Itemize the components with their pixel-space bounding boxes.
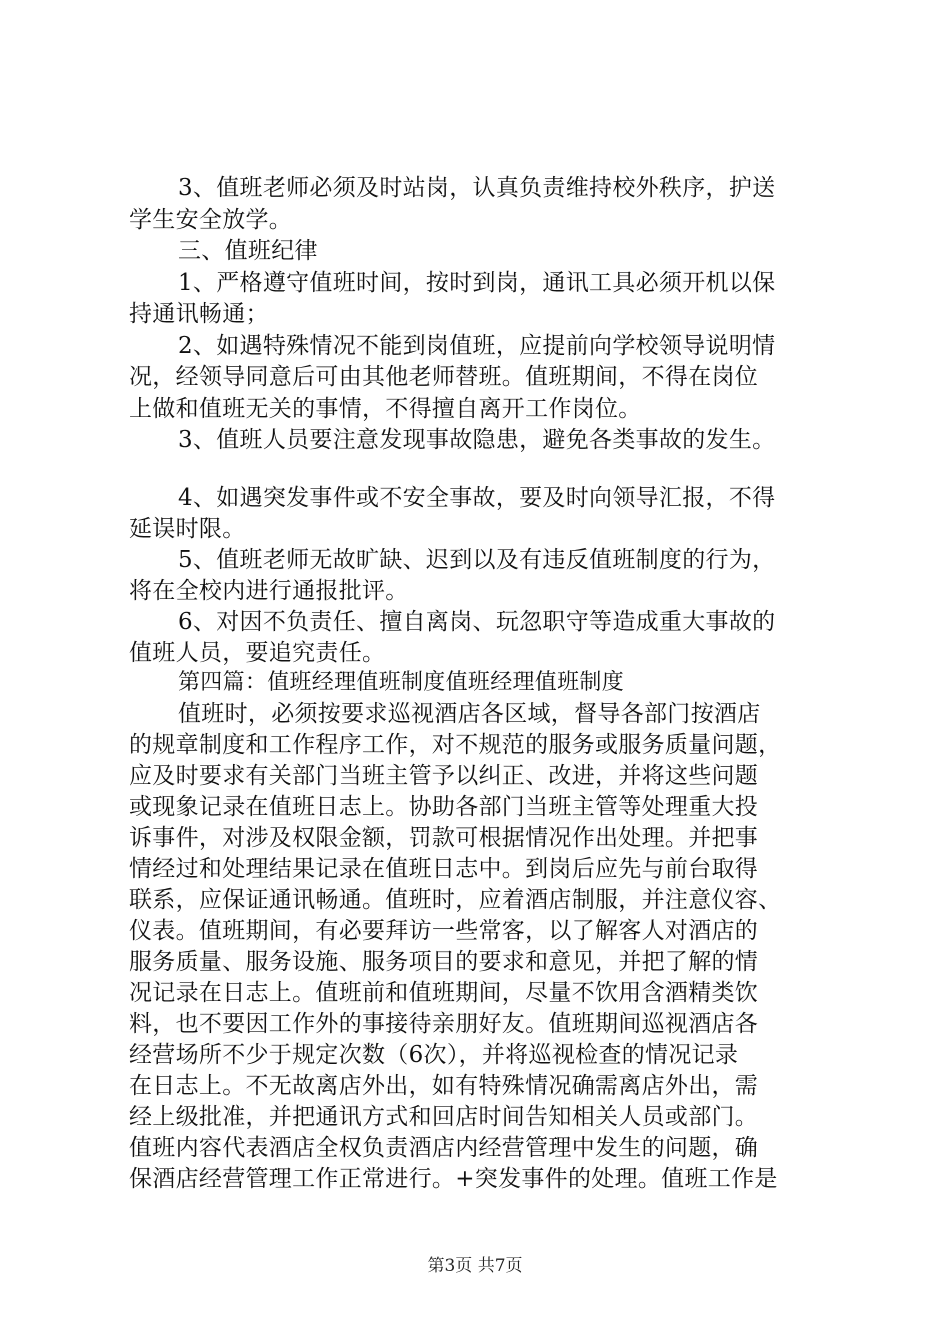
paragraph-line: 况记录在日志上。值班前和值班期间，尽量不饮用含酒精类饮 [129,980,759,1006]
paragraph-line: 仪表。值班期间，有必要拜访一些常客，以了解客人对酒店的 [129,918,759,944]
paragraph-line: 在日志上。不无故离店外出，如有特殊情况确需离店外出，需 [129,1073,759,1099]
paragraph-line: 诉事件，对涉及权限金额，罚款可根据情况作出处理。并把事 [129,825,759,851]
paragraph-line: 4、如遇突发事件或不安全事故，要及时向领导汇报，不得 [178,485,776,511]
paragraph-line: 学生安全放学。 [129,207,293,233]
paragraph-line: 服务质量、服务设施、服务项目的要求和意见，并把了解的情 [129,949,759,975]
paragraph-line: 持通讯畅通； [129,301,269,327]
paragraph-line: 2、如遇特殊情况不能到岗值班，应提前向学校领导说明情 [178,333,776,359]
paragraph-line: 值班人员，要追究责任。 [129,640,386,666]
paragraph-line: 延误时限。 [129,516,246,542]
paragraph-line: 值班时，必须按要求巡视酒店各区域，督导各部门按酒店 [178,701,761,727]
paragraph-line: 况，经领导同意后可由其他老师替班。值班期间，不得在岗位 [129,364,759,390]
paragraph-line: 情经过和处理结果记录在值班日志中。到岗后应先与前台取得 [129,856,759,882]
paragraph-line: 经上级批准，并把通讯方式和回店时间告知相关人员或部门。 [129,1104,759,1130]
paragraph-line: 的规章制度和工作程序工作，对不规范的服务或服务质量问题， [129,732,782,758]
paragraph-line: 5、值班老师无故旷缺、迟到以及有违反值班制度的行为， [178,547,776,573]
paragraph-line: 3、值班老师必须及时站岗，认真负责维持校外秩序，护送 [178,175,776,201]
paragraph-line: 或现象记录在值班日志上。协助各部门当班主管等处理重大投 [129,794,759,820]
paragraph-line: 联系，应保证通讯畅通。值班时，应着酒店制服，并注意仪容、 [129,887,782,913]
page-number: 第3页 共7页 [427,1256,523,1276]
paragraph-line: 6、对因不负责任、擅自离岗、玩忽职守等造成重大事故的 [178,609,776,635]
section-heading: 三、值班纪律 [178,238,318,264]
paragraph-line: 值班内容代表酒店全权负责酒店内经营管理中发生的问题，确 [129,1135,759,1161]
paragraph-line: 应及时要求有关部门当班主管予以纠正、改进，并将这些问题 [129,763,759,789]
paragraph-line: 料，也不要因工作外的事接待亲朋好友。值班期间巡视酒店各 [129,1011,759,1037]
paragraph-line: 上做和值班无关的事情，不得擅自离开工作岗位。 [129,396,642,422]
chapter-heading: 第四篇：值班经理值班制度值班经理值班制度 [178,670,625,695]
paragraph-line: 将在全校内进行通报批评。 [129,578,409,604]
paragraph-line: 3、值班人员要注意发现事故隐患，避免各类事故的发生。 [178,427,776,453]
paragraph-line: 1、严格遵守值班时间，按时到岗，通讯工具必须开机以保 [178,270,776,296]
paragraph-line: 保酒店经营管理工作正常进行。+突发事件的处理。值班工作是 [129,1166,778,1192]
paragraph-line: 经营场所不少于规定次数（6次），并将巡视检查的情况记录 [129,1042,739,1068]
